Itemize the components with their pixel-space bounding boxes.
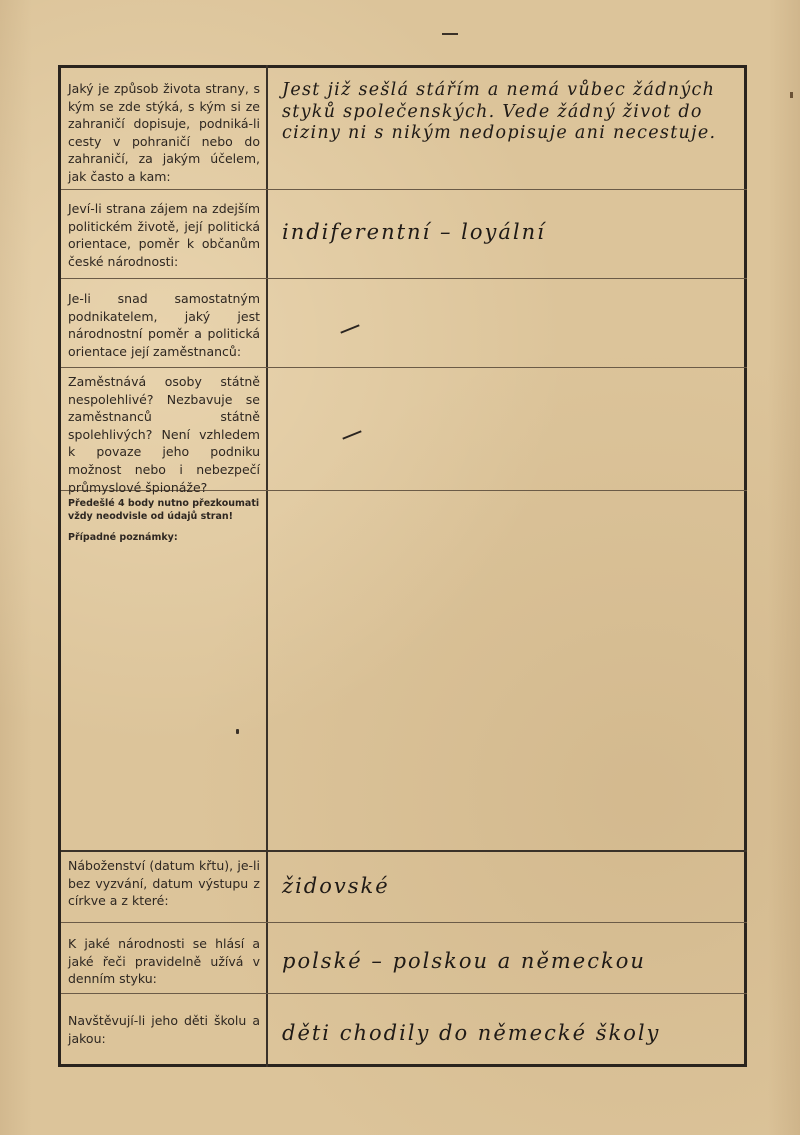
ink-dot (236, 729, 239, 734)
row-divider (61, 367, 747, 368)
answer-religion: židovské (282, 874, 390, 898)
answer-political-interest: indiferentní – loyální (282, 220, 546, 244)
answer-children-school: děti chodily do německé školy (282, 1021, 661, 1045)
question-employees: Zaměstnává osoby státně nespolehlivé? Nezbavuje se zaměstnanců státně spolehlivých? Není vzhledem k povaze jeho podniku možnost nebo i nebezpečí průmyslové špionáže? (68, 374, 260, 495)
row-divider-thick (61, 850, 747, 852)
question-remarks: Případné poznámky: (68, 532, 178, 543)
question-religion: Náboženství (datum křtu), je-li bez vyzvání, datum výstupu z církve a z které: (68, 858, 260, 909)
row-divider (61, 993, 747, 994)
edge-mark (790, 92, 793, 98)
answer-nationality: polské – polskou a německou (282, 949, 646, 973)
question-children-school: Navštěvují-li jeho děti školu a jakou: (68, 1013, 260, 1046)
row-divider (61, 922, 747, 923)
question-entrepreneur: Je-li snad samostatným podnikatelem, jaký jest národnostní poměr a politická orientace její zaměstnanců: (68, 291, 260, 359)
question-nationality: K jaké národnosti se hlásí a jaké řeči pravidelně užívá v denním styku: (68, 936, 260, 987)
answer-lifestyle: Jest již sešlá stářím a nemá vůbec žádných styků společenských. Vede žádný život do ciziny ni s nikým nedopisuje ani necestuje. (282, 80, 717, 143)
question-political-interest: Jeví-li strana zájem na zdejším politickém životě, její politická orientace, poměr k občanům české národnosti: (68, 201, 260, 269)
column-divider (266, 65, 268, 1067)
verification-note: Předešlé 4 body nutno přezkoumati vždy neodvisle od údajů stran! (68, 498, 260, 522)
row-divider (61, 278, 747, 279)
header-dash (442, 33, 458, 35)
row-divider (61, 189, 747, 190)
question-lifestyle: Jaký je způsob života strany, s kým se zde stýká, s kým si ze zahraničí dopisuje, podniká-li cesty v pohraničí nebo do zahraničí, za jakým účelem, jak často a kam: (68, 81, 260, 184)
